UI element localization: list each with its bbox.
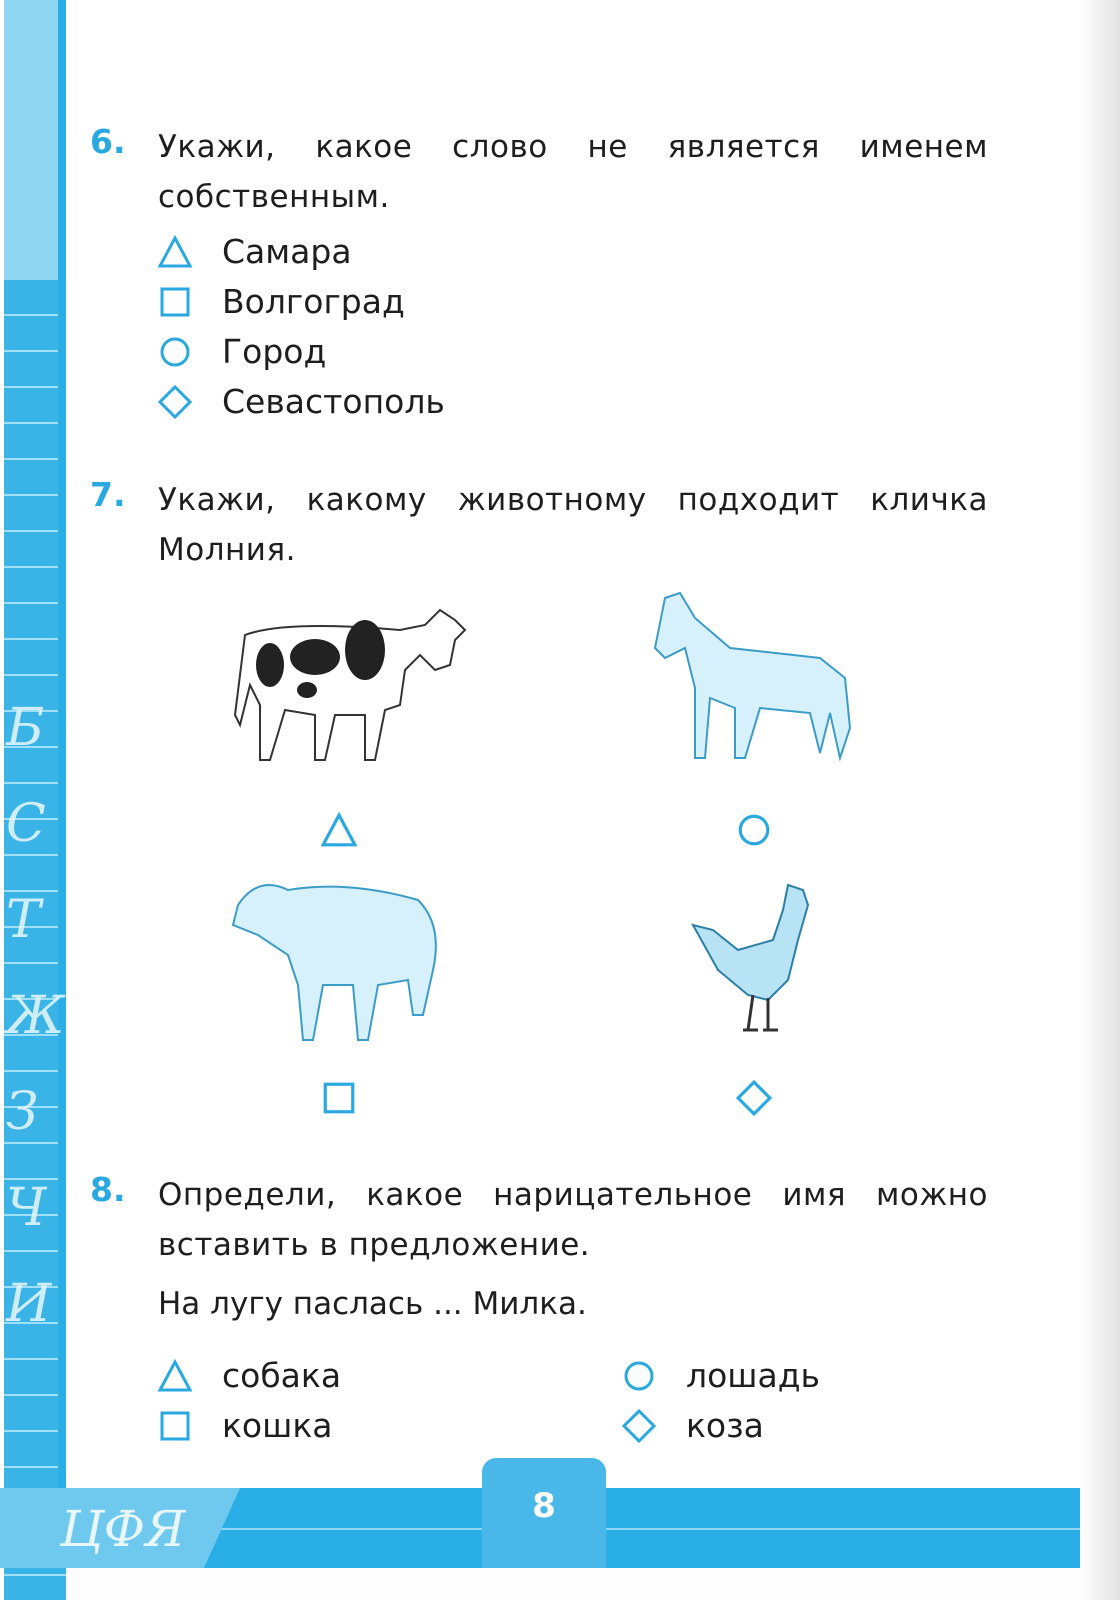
- option-label: Волгоград: [222, 282, 405, 321]
- option-label: Город: [222, 332, 327, 371]
- option-label: лошадь: [686, 1356, 820, 1395]
- square-icon: [158, 285, 192, 319]
- decor-letter: Ж: [6, 986, 65, 1046]
- q8-option-square[interactable]: [158, 1406, 332, 1445]
- decor-bottom-letters: ЦФЯ: [60, 1500, 186, 1558]
- decor-letter: Т: [6, 890, 41, 950]
- q8-option-circle[interactable]: [622, 1356, 820, 1395]
- decor-letter: З: [6, 1082, 39, 1142]
- diamond-icon: [622, 1409, 656, 1443]
- decor-script-letters: [6, 680, 66, 1352]
- question-number: 6.: [90, 122, 126, 161]
- q6-option-diamond[interactable]: [158, 382, 445, 421]
- q6-option-triangle[interactable]: [158, 232, 352, 271]
- option-label: коза: [686, 1406, 764, 1445]
- q8-sentence: [158, 1286, 587, 1322]
- horse-picture[interactable]: [650, 588, 860, 793]
- triangle-icon: [158, 235, 192, 269]
- sheep-picture[interactable]: [228, 875, 448, 1050]
- option-label: Севастополь: [222, 382, 445, 421]
- triangle-icon: [158, 1359, 192, 1393]
- decor-letter: С: [6, 794, 46, 854]
- hen-picture[interactable]: [688, 880, 818, 1045]
- decor-letter: Ч: [6, 1178, 47, 1238]
- diamond-icon: [158, 385, 192, 419]
- question-text: Укажи, какому животному подходит кличка Молния.: [158, 482, 988, 568]
- question-number: 7.: [90, 475, 126, 514]
- decor-letter: Б: [6, 698, 45, 758]
- page-number: 8: [532, 1486, 556, 1526]
- option-label: собака: [222, 1356, 342, 1395]
- q6-option-circle[interactable]: [158, 332, 326, 371]
- sheep-square-marker[interactable]: [321, 1080, 357, 1116]
- hen-diamond-marker[interactable]: [736, 1080, 772, 1116]
- circle-icon: [622, 1359, 656, 1393]
- horse-circle-marker[interactable]: [736, 812, 772, 848]
- question-text: Определи, какое нарицательное имя можно вставить в предложение.: [158, 1177, 988, 1263]
- cow-triangle-marker[interactable]: [321, 812, 357, 848]
- strip-light: [4, 0, 62, 285]
- q6-option-square[interactable]: [158, 282, 405, 321]
- question-text: Укажи, какое слово не является именем собственным.: [158, 129, 988, 215]
- page-number-tab: [482, 1458, 606, 1568]
- option-label: Самара: [222, 232, 352, 271]
- circle-icon: [158, 335, 192, 369]
- square-icon: [158, 1409, 192, 1443]
- question-number: 8.: [90, 1170, 126, 1209]
- q8-option-diamond[interactable]: [622, 1406, 764, 1445]
- sentence-text: На лугу паслась ... Милка.: [158, 1286, 587, 1322]
- cow-picture[interactable]: [225, 595, 475, 795]
- page-gutter-shade: [1080, 0, 1120, 1600]
- q8-option-triangle[interactable]: [158, 1356, 341, 1395]
- option-label: кошка: [222, 1406, 333, 1445]
- decor-letter: И: [6, 1274, 52, 1334]
